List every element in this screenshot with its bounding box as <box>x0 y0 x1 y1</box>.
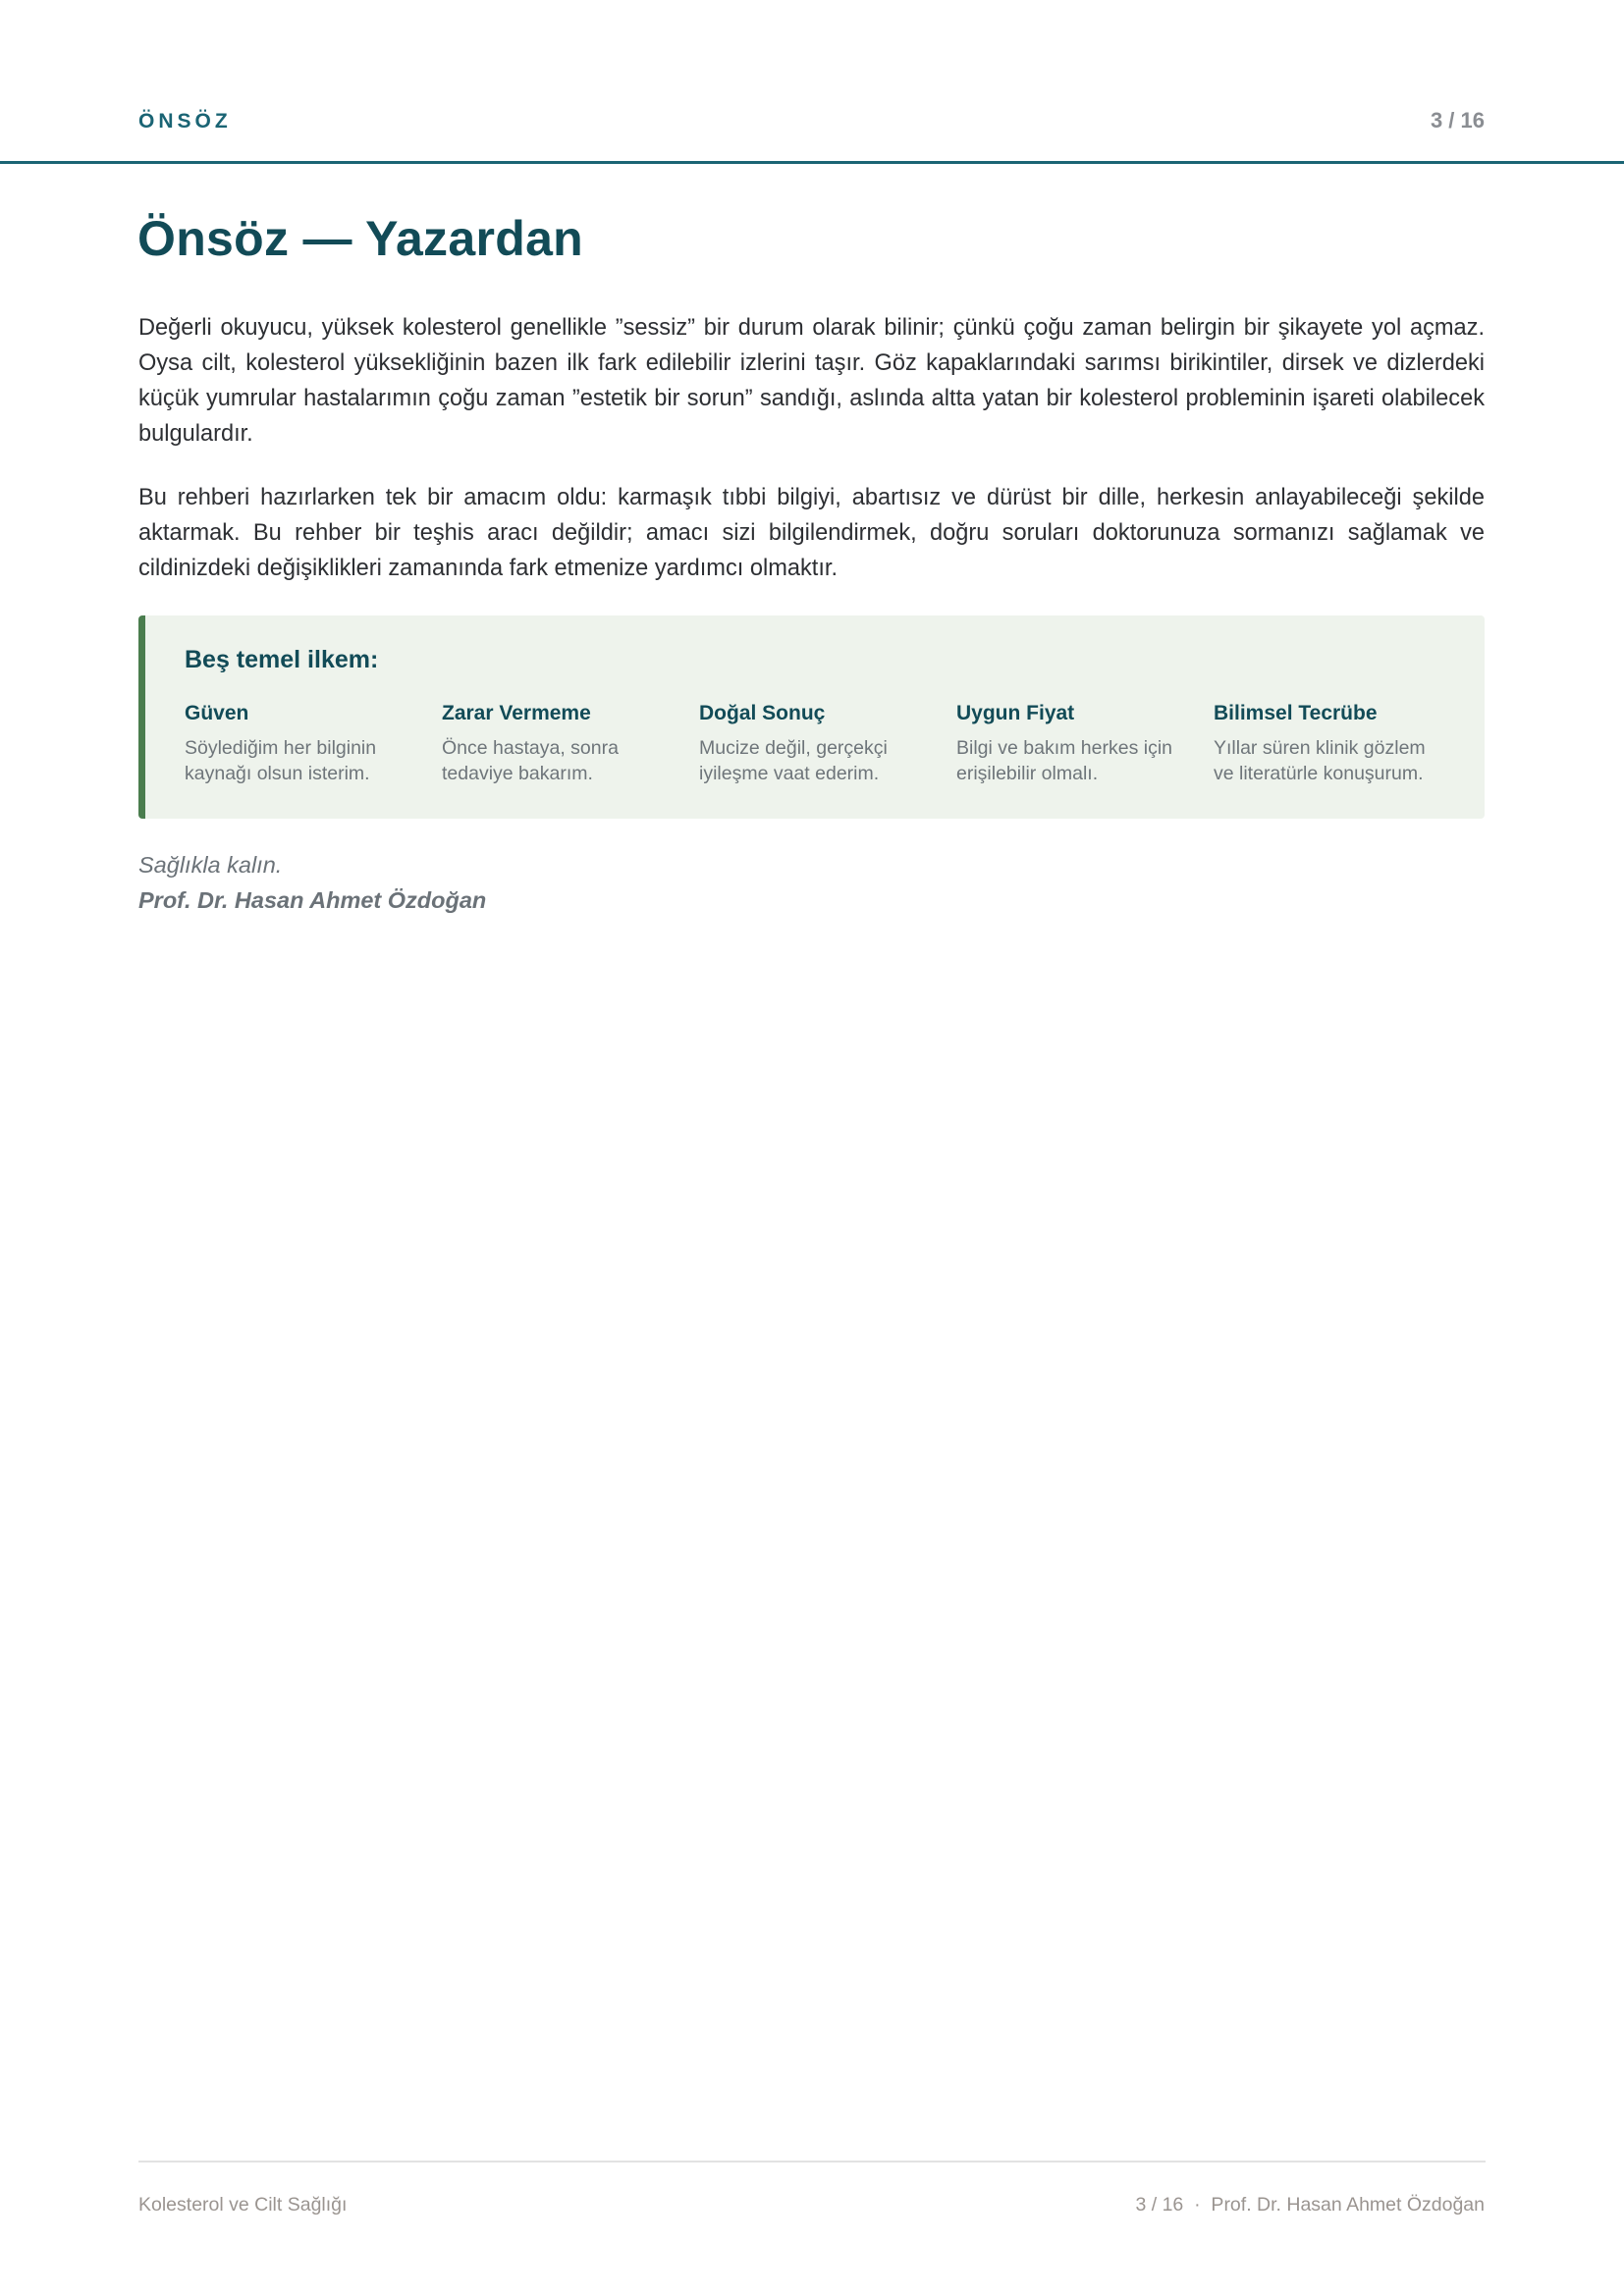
principle-description-line: erişilebilir olmalı. <box>956 763 1099 784</box>
principle-description <box>956 735 1192 786</box>
principle-description-line: tedaviye bakarım. <box>442 763 593 784</box>
principle-description-line: kaynağı olsun isterim. <box>185 763 370 784</box>
principle-item <box>956 700 1192 786</box>
closing-text: Sağlıkla kalın. <box>138 852 283 878</box>
principle-name: Bilimsel Tecrübe <box>1214 702 1378 724</box>
paragraph-purpose: Bu rehberi hazırlarken tek bir amacım oldu: karmaşık tıbbi bilgiyi, abartısız ve dürüst bir dille, herkesin anlayabileceği şekilde aktarmak. Bu rehber bir teşhis aracı değildir; amacı sizi bilgilendirmek, doğru soruları doktorunuza sormanızı sağlamak ve cildinizdeki değişiklikleri zamanında fark etmenize yardımcı olmaktır. <box>138 485 1485 581</box>
principle-description-line: Yıllar süren klinik gözlem <box>1214 737 1426 759</box>
principle-name: Zarar Vermeme <box>442 702 591 724</box>
page-number: 3 / 16 <box>1430 108 1485 133</box>
principle-item <box>442 700 677 786</box>
principle-description-line: Bilgi ve bakım herkes için <box>956 737 1173 759</box>
principles-title: Beş temel ilkem: <box>185 646 379 673</box>
principle-name: Uygun Fiyat <box>956 702 1075 724</box>
principle-description <box>699 735 935 786</box>
section-label: ÖNSÖZ <box>138 110 232 133</box>
page-title: Önsöz — Yazardan <box>137 211 584 266</box>
principle-description <box>185 735 420 786</box>
principle-name: Güven <box>185 702 249 724</box>
principle-item <box>1214 700 1459 786</box>
principle-name: Doğal Sonuç <box>699 702 826 724</box>
principle-item <box>699 700 935 786</box>
principle-description-line: Söylediğim her bilginin <box>185 737 377 759</box>
principle-description <box>1214 735 1459 786</box>
paragraph-intro: Değerli okuyucu, yüksek kolesterol genellikle ”sessiz” bir durum olarak bilinir; çünkü çoğu zaman belirgin bir şikayete yol açmaz. Oysa cilt, kolesterol yüksekliğinin bazen ilk fark edilebilir izlerini taşır. Göz kapaklarındaki sarımsı birikintiler, dirsek ve dizlerdeki küçük yumrular hastalarımın çoğu zaman ”estetik bir sorun” sandığı, aslında altta yatan bir kolesterol probleminin işareti olabilecek bulgulardır. <box>138 315 1485 447</box>
page-header <box>0 0 1624 164</box>
principle-description-line: iyileşme vaat ederim. <box>699 763 880 784</box>
footer-divider <box>138 2161 1486 2163</box>
footer-title: Kolesterol ve Cilt Sağlığı <box>138 2194 348 2216</box>
principle-description-line: Önce hastaya, sonra <box>442 737 619 759</box>
principle-description-line: ve literatürle konuşurum. <box>1214 763 1424 784</box>
principle-item <box>185 700 420 786</box>
author-signature: Prof. Dr. Hasan Ahmet Özdoğan <box>138 887 487 913</box>
principle-description <box>442 735 677 786</box>
footer-page-author: 3 / 16 · Prof. Dr. Hasan Ahmet Özdoğan <box>1135 2194 1485 2216</box>
principle-description-line: Mucize değil, gerçekçi <box>699 737 888 759</box>
principles-box <box>138 615 1485 819</box>
